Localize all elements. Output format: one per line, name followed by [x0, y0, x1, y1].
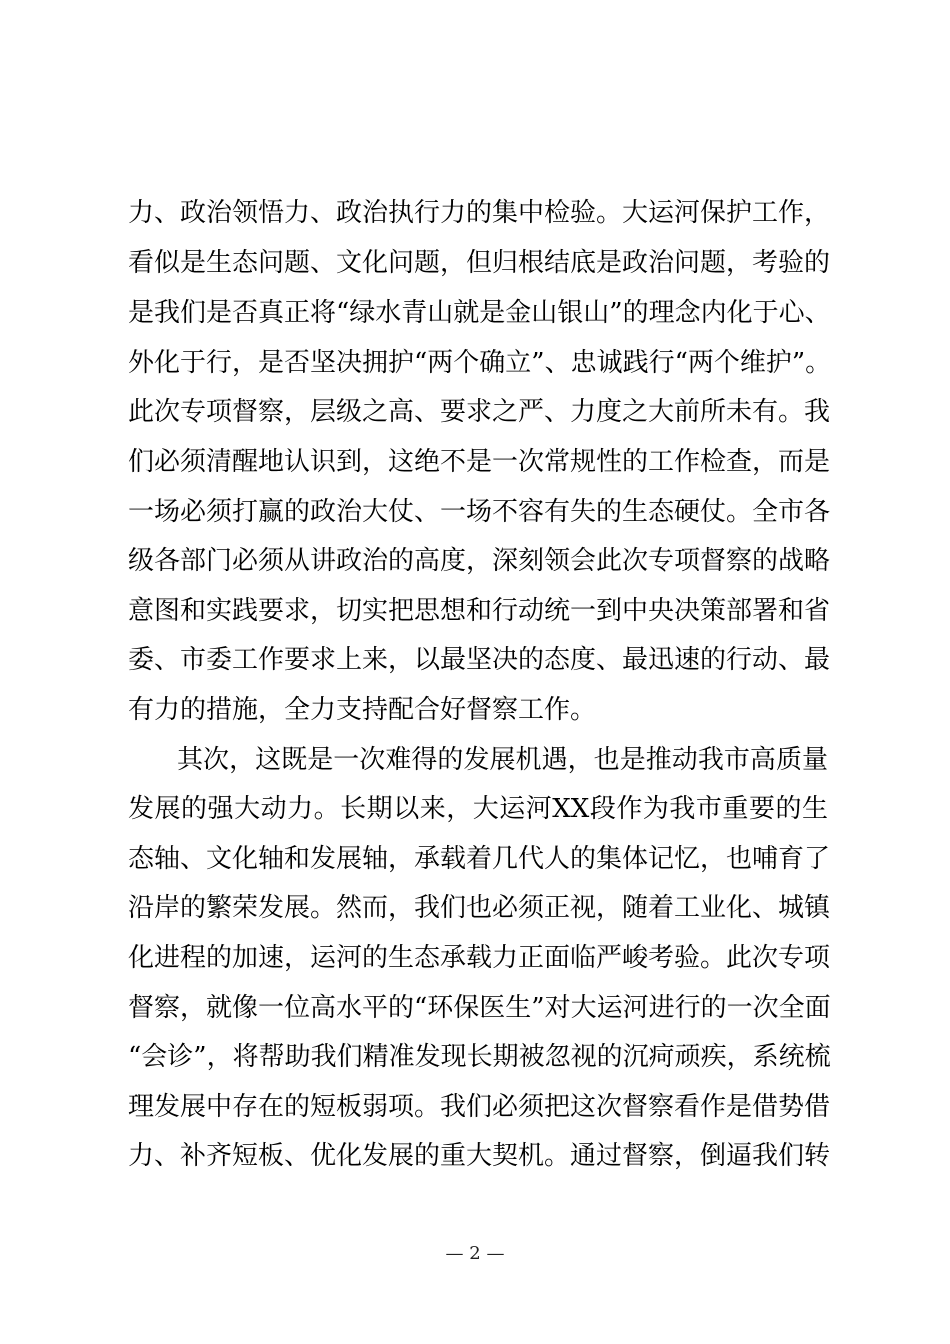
paragraph-line: 理发展中存在的短板弱项。我们必须把这次督察看作是借势借: [128, 1092, 831, 1122]
paragraph-line: 此次专项督察，层级之高、要求之严、力度之大前所未有。我: [128, 397, 831, 427]
paragraph-line: 化进程的加速，运河的生态承载力正面临严峻考验。此次专项: [128, 943, 831, 973]
paragraph-line: 是我们是否真正将“绿水青山就是金山银山”的理念内化于心、: [128, 298, 831, 328]
paragraph-line: 其次，这既是一次难得的发展机遇，也是推动我市高质量: [177, 745, 828, 775]
paragraph-line: 态轴、文化轴和发展轴，承载着几代人的集体记忆，也哺育了: [128, 844, 831, 874]
paragraph-line: 督察，就像一位高水平的“环保医生”对大运河进行的一次全面: [128, 993, 831, 1023]
paragraph-line: 一场必须打赢的政治大仗、一场不容有失的生态硬仗。全市各: [128, 497, 831, 527]
paragraph-line: 力、补齐短板、优化发展的重大契机。通过督察，倒逼我们转: [128, 1141, 831, 1171]
paragraph-line: 力、政治领悟力、政治执行力的集中检验。大运河保护工作，: [128, 198, 831, 228]
paragraph-line: 们必须清醒地认识到，这绝不是一次常规性的工作检查，而是: [128, 447, 831, 477]
paragraph-line: 有力的措施，全力支持配合好督察工作。: [128, 695, 597, 725]
paragraph-line: 外化于行，是否坚决拥护“两个确立”、忠诚践行“两个维护”。: [128, 348, 832, 378]
paragraph-line: 沿岸的繁荣发展。然而，我们也必须正视，随着工业化、城镇: [128, 893, 831, 923]
paragraph-line: 委、市委工作要求上来，以最坚决的态度、最迅速的行动、最: [128, 645, 831, 675]
paragraph-line: 发展的强大动力。长期以来，大运河XX段作为我市重要的生: [128, 794, 828, 824]
page-number: — 2 —: [445, 1243, 505, 1264]
paragraph-line: 意图和实践要求，切实把思想和行动统一到中央决策部署和省: [128, 596, 831, 626]
paragraph-line: “会诊”，将帮助我们精准发现长期被忽视的沉疴顽疾，系统梳: [128, 1042, 831, 1072]
paragraph-line: 看似是生态问题、文化问题，但归根结底是政治问题，考验的: [128, 248, 831, 278]
paragraph-line: 级各部门必须从讲政治的高度，深刻领会此次专项督察的战略: [128, 546, 831, 576]
